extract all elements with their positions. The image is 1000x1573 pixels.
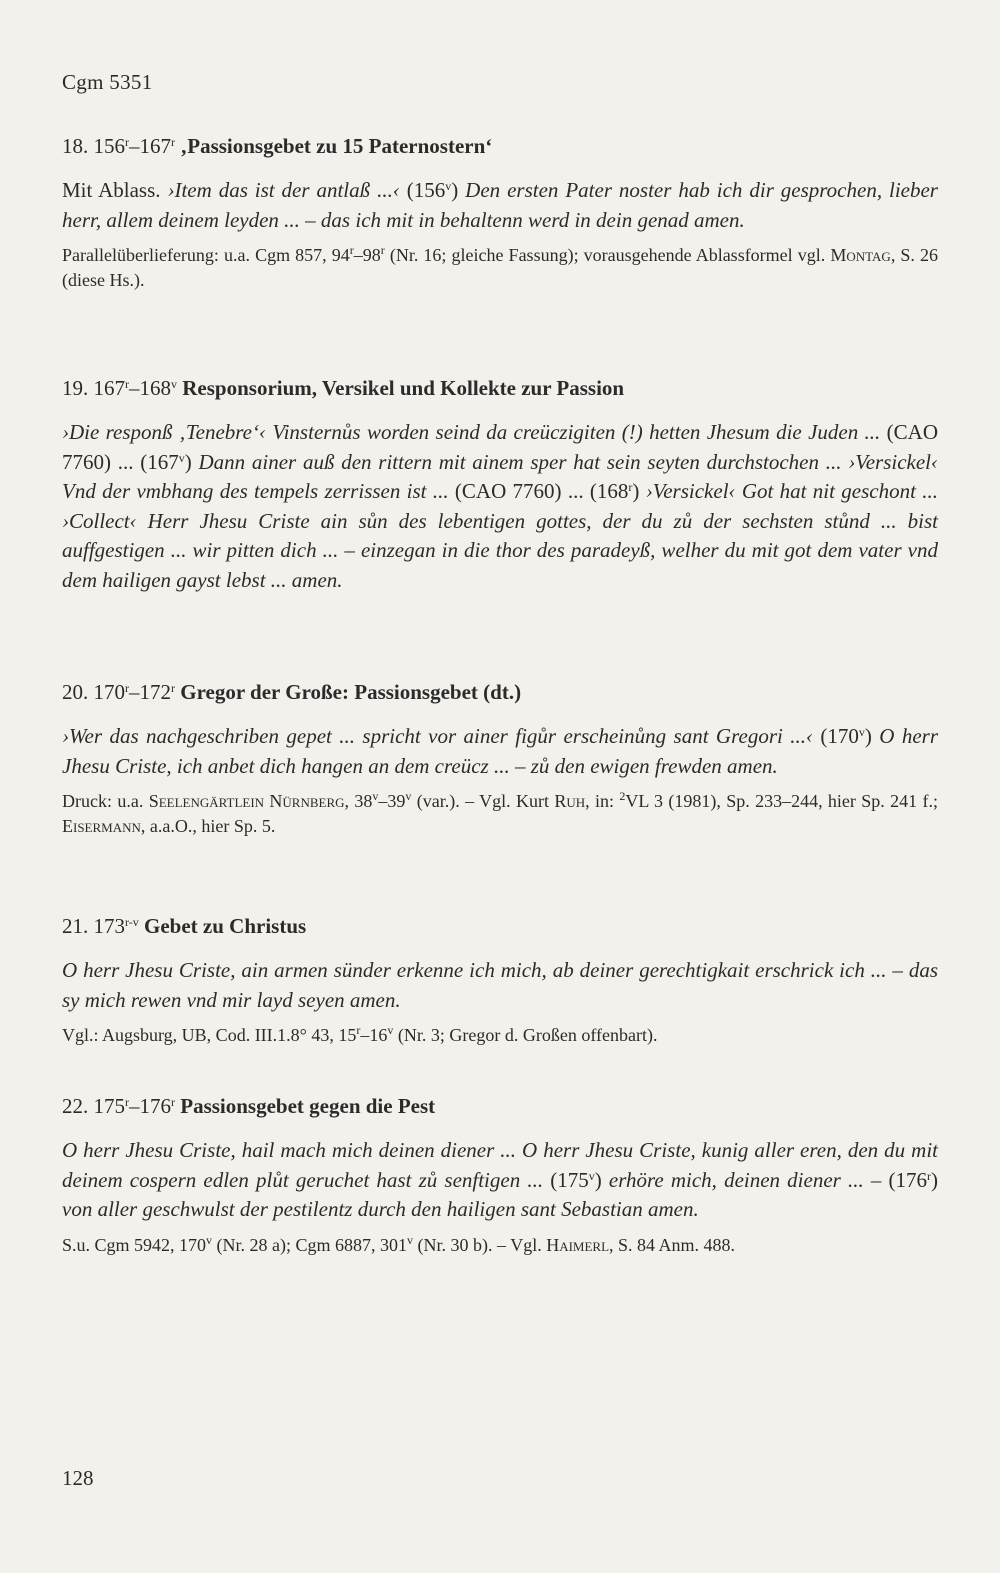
entry-title: Gregor der Große: Passionsgebet (dt.) [180,680,522,704]
catalog-page [62,0,938,1573]
entry-text: Mit Ablass. ›Item das ist der antlaß ...‹ (156$^v$) Den ersten Pater noster hab ich dir gesprochen, lieber herr, allem deinem leyden ... – das ich mit in behaltenn werd in dein genad amen. [62,178,938,232]
entry-title: ‚Passionsgebet zu 15 Paternostern‘ [180,134,493,158]
entry-heading: 20. 170$^r$–172$^r$ Gregor der Große: Passionsgebet (dt.) [62,680,522,704]
entry-number: 18. [62,134,89,158]
entry-heading: 18. 156$^r$–167$^r$ ‚Passionsgebet zu 15 Paternostern‘ [62,134,493,158]
entry-text: ›Wer das nachgeschriben gepet ... spricht vor ainer figůr erscheinůng sant Gregori ...‹ (170$^v$) O herr Jhesu Criste, ich anbet dich hangen an dem creücz ... – zů den ewigen frewden amen. [62,724,939,778]
entry-title: Gebet zu Christus [144,914,307,938]
entry-18 [62,132,938,293]
entry-21 [62,912,938,1048]
entry-note: Druck: u.a. Seelengärtlein Nürnberg, 38$^v$–39$^v$ (var.). – Vgl. Kurt Ruh, in: $^2$VL 3 (1981), Sp. 233–244, hier Sp. 241 f.; Eisermann, a.a.O., hier Sp. 5. [62,789,938,836]
entry-22 [62,1092,938,1258]
entry-title: Passionsgebet gegen die Pest [180,1094,436,1118]
entry-text: ›Die responß ‚Tenebre‘‹ Vinsternůs worden seind da creüczigiten (!) hetten Jhesum die Juden ... (CAO 7760) ... (167$^v$) Dann ainer auß den rittern mit ainem sper hat sein seyten durchstochen ... ›Versickel‹ Vnd der vmbhang des tempels zerrissen ist ... (CAO 7760) ... (168$^r$) ›Versickel‹ Got hat nit geschont ... ›Collect‹ Herr Jhesu Criste ain sůn des lebentigen gottes, der du zů der sechsten stůnd ... bist auffgestigen ... wir pitten dich ... – einzegan in die thor des paradeyß, welher du mit got dem vater vnd dem hailigen gayst lebst ... amen. [62,420,938,592]
entry-note: Parallelüberlieferung: u.a. Cgm 857, 94$^r$–98$^r$ (Nr. 16; gleiche Fassung); vorausgehende Ablassformel vgl. Montag, S. 26 (diese Hs.). [62,243,938,290]
entry-19 [62,374,938,595]
entry-note: S.u. Cgm 5942, 170$^v$ (Nr. 28 a); Cgm 6887, 301$^v$ (Nr. 30 b). – Vgl. Haimerl, S. 84 Anm. 488. [62,1232,736,1255]
entry-text: O herr Jhesu Criste, hail mach mich deinen diener ... O herr Jhesu Criste, kunig aller eren, den du mit deinem cospern edlen plůt geruchet hast zů senftigen ... (175$^v$) erhöre mich, deinen diener ... – (176$^r$) von aller geschwulst der pestilentz durch den hailigen sant Sebastian amen. [62,1138,938,1221]
entry-number: 22. [62,1094,89,1118]
running-head: Cgm 5351 [62,70,153,94]
entry-text: O herr Jhesu Criste, ain armen sünder erkenne ich mich, ab deiner gerechtigkait erschrick ich ... – das sy mich rewen vnd mir layd seyen amen. [62,958,938,1012]
entry-title: Responsorium, Versikel und Kollekte zur Passion [182,376,625,400]
page-number: 128 [62,1466,94,1490]
entry-note: Vgl.: Augsburg, UB, Cod. III.1.8° 43, 15$^r$–16$^v$ (Nr. 3; Gregor d. Großen offenbart). [62,1023,658,1045]
entry-number: 20. [62,680,89,704]
entry-heading: 22. 175$^r$–176$^r$ Passionsgebet gegen die Pest [62,1094,436,1118]
entry-heading: 19. 167$^r$–168$^v$ Responsorium, Versikel und Kollekte zur Passion [62,376,625,400]
entry-heading: 21. 173$^{r-v}$ Gebet zu Christus [62,914,307,938]
entry-number: 21. [62,914,89,938]
entry-20 [62,678,938,839]
entry-number: 19. [62,376,89,400]
